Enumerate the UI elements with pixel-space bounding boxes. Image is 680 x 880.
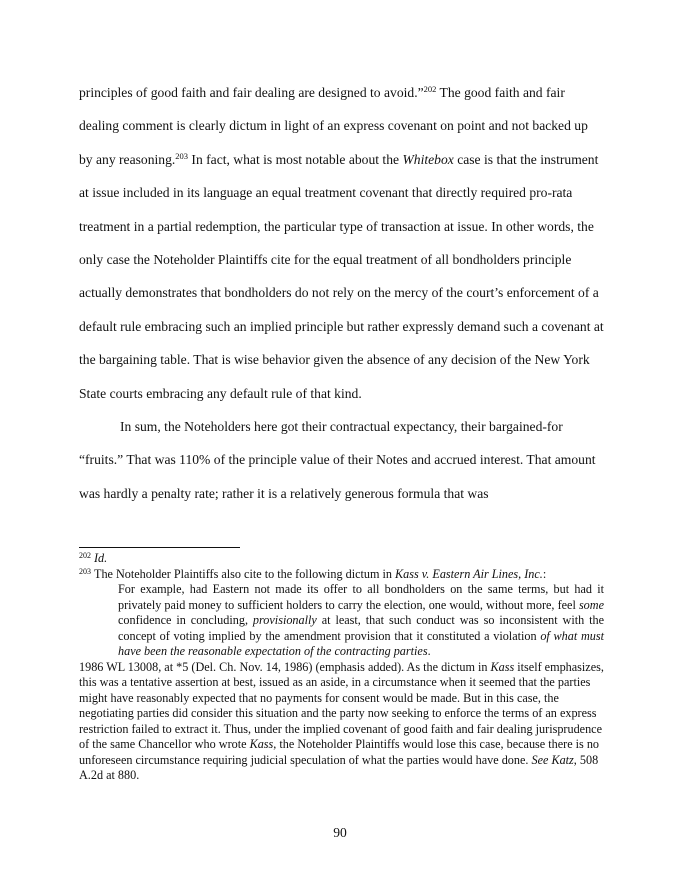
quote-end: . [427, 644, 431, 658]
paragraph-1-text-b: The good faith and fair dealing comment is clearly dictum in light of an express covenant on point and not backed up by any reasoning. [79, 85, 588, 167]
quote-text-a: For example, had Eastern not made its offer to all bondholders on the same terms, but had it privately paid money to sufficient holders to carry the election, one would, without more, feel [118, 582, 604, 612]
quote-emphasis-some: some [578, 597, 604, 612]
continuation-text-d: , 508 A.2d at 880. [79, 752, 599, 782]
footnote-ref-202[interactable]: 202 [423, 84, 437, 94]
paragraph-1-text-d: case is that the instrument at issue included in its language an equal treatment covenant that directly required pro-rata treatment in a partial redemption, the particular type of transaction at issue. In other words, the only case the Noteholder Plaintiffs cite for the equal treatment of all bondholders principle actually demonstrates that bondholders do not rely on the mercy of the court’s enforcement of a default rule embracing such an implied principle but rather expressly demand such a covenant at the bargaining table. That is wise behavior given the absence of any decision of the New York State courts embracing any default rule of that kind. [79, 151, 604, 401]
citation-see-katz: See Katz [531, 752, 574, 767]
footnote-202-number: 202 [79, 551, 91, 560]
continuation-text-b: itself emphasizes, this was a tentative assertion at best, issued as an aside, in a circumstance when it seemed that the parties might have reasonably expected that no payments for consent would be made. But in this case, the negotiating parties did consider this situation and the party now seeking to enforce the terms of an express restriction failed to extract it. Thus, under the implied covenant of good faith and fair dealing jurisprudence of the same Chancellor who wrote [79, 659, 604, 751]
paragraph-2: In sum, the Noteholders here got their contractual expectancy, their bargained-for “fruits.” That was 110% of the principle value of their Notes and accrued interest. That amount was hardly a penalty rate; rather it is a relatively generous formula that was [79, 419, 596, 501]
page-number: 90 [333, 825, 347, 840]
continuation-text-a: 1986 WL 13008, at *5 (Del. Ch. Nov. 14, 1986) (emphasis added). As the dictum in [79, 659, 491, 674]
quote-emphasis-provisionally: provisionally [252, 613, 317, 627]
block-quote [118, 582, 604, 660]
case-name-whitebox: Whitebox [402, 151, 454, 167]
footnote-202-text: Id. [94, 551, 108, 565]
quote-emphasis-expectation: of what must have been the reasonable expectation of the contracting parties [118, 628, 605, 658]
paragraph-1-text-c: In fact, what is most notable about the [188, 151, 403, 167]
paragraph-1 [79, 76, 604, 410]
footnote-203-intro-end: : [542, 566, 547, 581]
footnotes [79, 551, 604, 784]
footnote-202 [79, 551, 604, 567]
body-text [79, 76, 604, 510]
case-name-kass: Kass v. Eastern Air Lines, Inc. [395, 566, 543, 581]
case-name-kass-3: Kass [249, 737, 274, 751]
case-name-kass-2: Kass [490, 659, 515, 674]
footnote-203-number: 203 [79, 566, 91, 576]
footnote-separator [79, 547, 240, 548]
footnote-203-intro: The Noteholder Plaintiffs also cite to the following dictum in [94, 566, 396, 581]
quote-text-c: at least, that such conduct was so inconsistent with the concept of voting implied by the amendment provision that it constituted a violation [118, 613, 604, 643]
paragraph-1-text-a: principles of good faith and fair dealing are designed to avoid.” [79, 85, 424, 100]
footnote-203 [79, 567, 604, 583]
quote-text-b: confidence in concluding, [118, 613, 253, 627]
footnote-ref-203[interactable]: 203 [175, 150, 189, 161]
continuation-text-c: , the Noteholder Plaintiffs would lose this case, because there is no unforeseen circumstance requiring judicial speculation of what the parties would have done. [79, 737, 600, 767]
footnote-203-continuation [79, 660, 604, 784]
